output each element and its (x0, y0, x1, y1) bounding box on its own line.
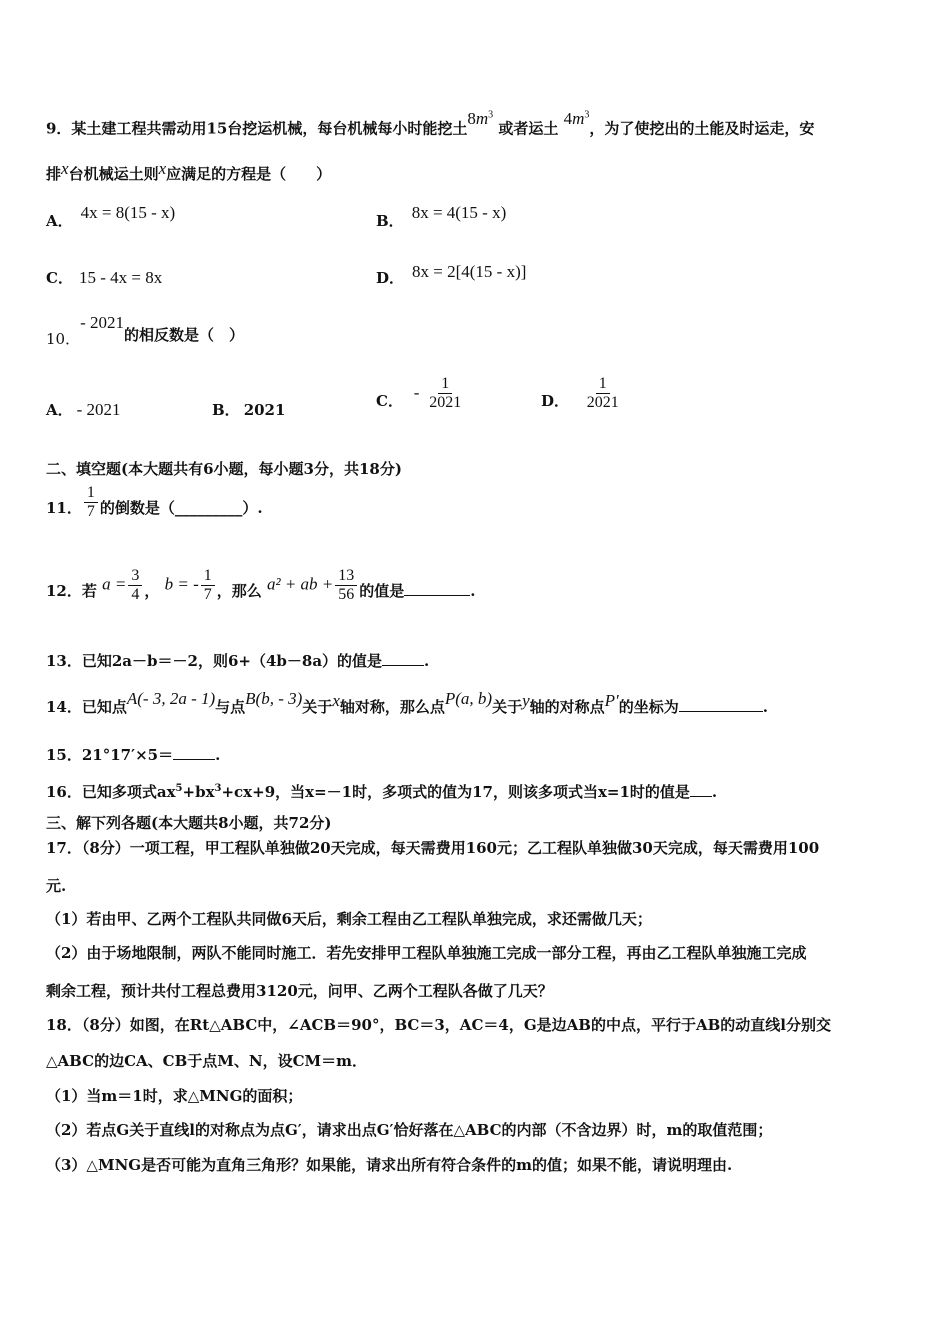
q10-option-b: B． 2021 (212, 401, 286, 419)
q17-part2-line2: 剩余工程，预计共付工程总费用3120元，问甲、乙两个工程队各做了几天？ (46, 982, 553, 1000)
q16: 16．已知多项式$ax^5+bx^3+cx+9$，当x=－1时，多项式的值为17，则该多项式当x=1时的值是 . (46, 783, 718, 801)
section-2-heading: 二、填空题(本大题共有6小题，每小题3分，共18分) (46, 460, 402, 478)
q17-part1: （1）若由甲、乙两个工程队共同做6天后，剩余工程由乙工程队单独完成，求还需做几天； (46, 910, 652, 928)
q14: 14．已知点A(- 3, 2a - 1)与点B(b, - 3)关于x轴对称，那么点P(a, b)关于y轴的对称点P′的坐标为 . (46, 689, 769, 716)
q17-line2: 元. (46, 877, 67, 895)
q10-option-a: A． - 2021 (46, 400, 121, 419)
q9-option-a: A． 4x = 8(15 - x) (46, 203, 176, 230)
q10-option-d: D． $\frac{1}{2021}$ (541, 375, 619, 411)
q9-option-d: D． 8x = 2[4(15 - x)] (376, 262, 527, 287)
dig-amount: $8m^3$ (467, 108, 494, 128)
transport-amount: $4m^3$ (563, 108, 590, 128)
q18-line2: △ABC的边CA、CB于点M、N，设CM＝m． (46, 1052, 367, 1070)
q10-stem: 10．- 2021的相反数是（ ） (46, 313, 245, 348)
q9-line1: 9．某土建工程共需动用15台挖运机械，每台机械每小时能挖土$8m^3$ 或者运土 $4m^3$，为了使挖出的土能及时运走，安 (46, 108, 815, 138)
q10-option-c: C． - $\frac{1}{2021}$ (376, 375, 462, 411)
q9-option-c: C． 15 - 4x = 8x (46, 268, 163, 287)
q17-line1: 17．（8分）一项工程，甲工程队单独做20天完成，每天需费用160元；乙工程队单独做30天完成，每天需费用100 (46, 839, 820, 857)
q9-option-b: B． 8x = 4(15 - x) (376, 203, 507, 230)
q17-part2-line1: （2）由于场地限制，两队不能同时施工．若先安排甲工程队单独施工完成一部分工程，再由乙工程队单独施工完成 (46, 944, 807, 962)
q18-line1: 18．（8分）如图，在Rt△ABC中，∠ACB＝90°，BC＝3，AC＝4，G是边AB的中点，平行于AB的动直线l分别交 (46, 1016, 831, 1034)
section-3-heading: 三、解下列各题(本大题共8小题，共72分) (46, 814, 332, 832)
q18-part3: （3）△MNG是否可能为直角三角形？如果能，请求出所有符合条件的m的值；如果不能，请说明理由. (46, 1156, 733, 1174)
q12: 12．若 a = $\frac{3}{4}$ ， b = - $\frac{1}{7}$ ，那么 a² + ab + $\frac{13}{56}$ 的值是 . (46, 567, 476, 603)
q18-part2: （2）若点G关于直线l的对称点为点G′，请求出点G′恰好落在△ABC的内部（不含边界）时，m的取值范围； (46, 1121, 773, 1139)
q13: 13．已知2a－b＝－2，则6+（4b－8a）的值是 . (46, 652, 430, 670)
q15: 15．21°17′×5＝ . (46, 746, 221, 764)
q11: 11． $\frac{1}{7}$ 的倒数是（_________）. (46, 484, 263, 520)
q9-line2: 排x台机械运土则x应满足的方程是（ ） (46, 159, 332, 183)
q18-part1: （1）当m＝1时，求△MNG的面积； (46, 1087, 303, 1105)
